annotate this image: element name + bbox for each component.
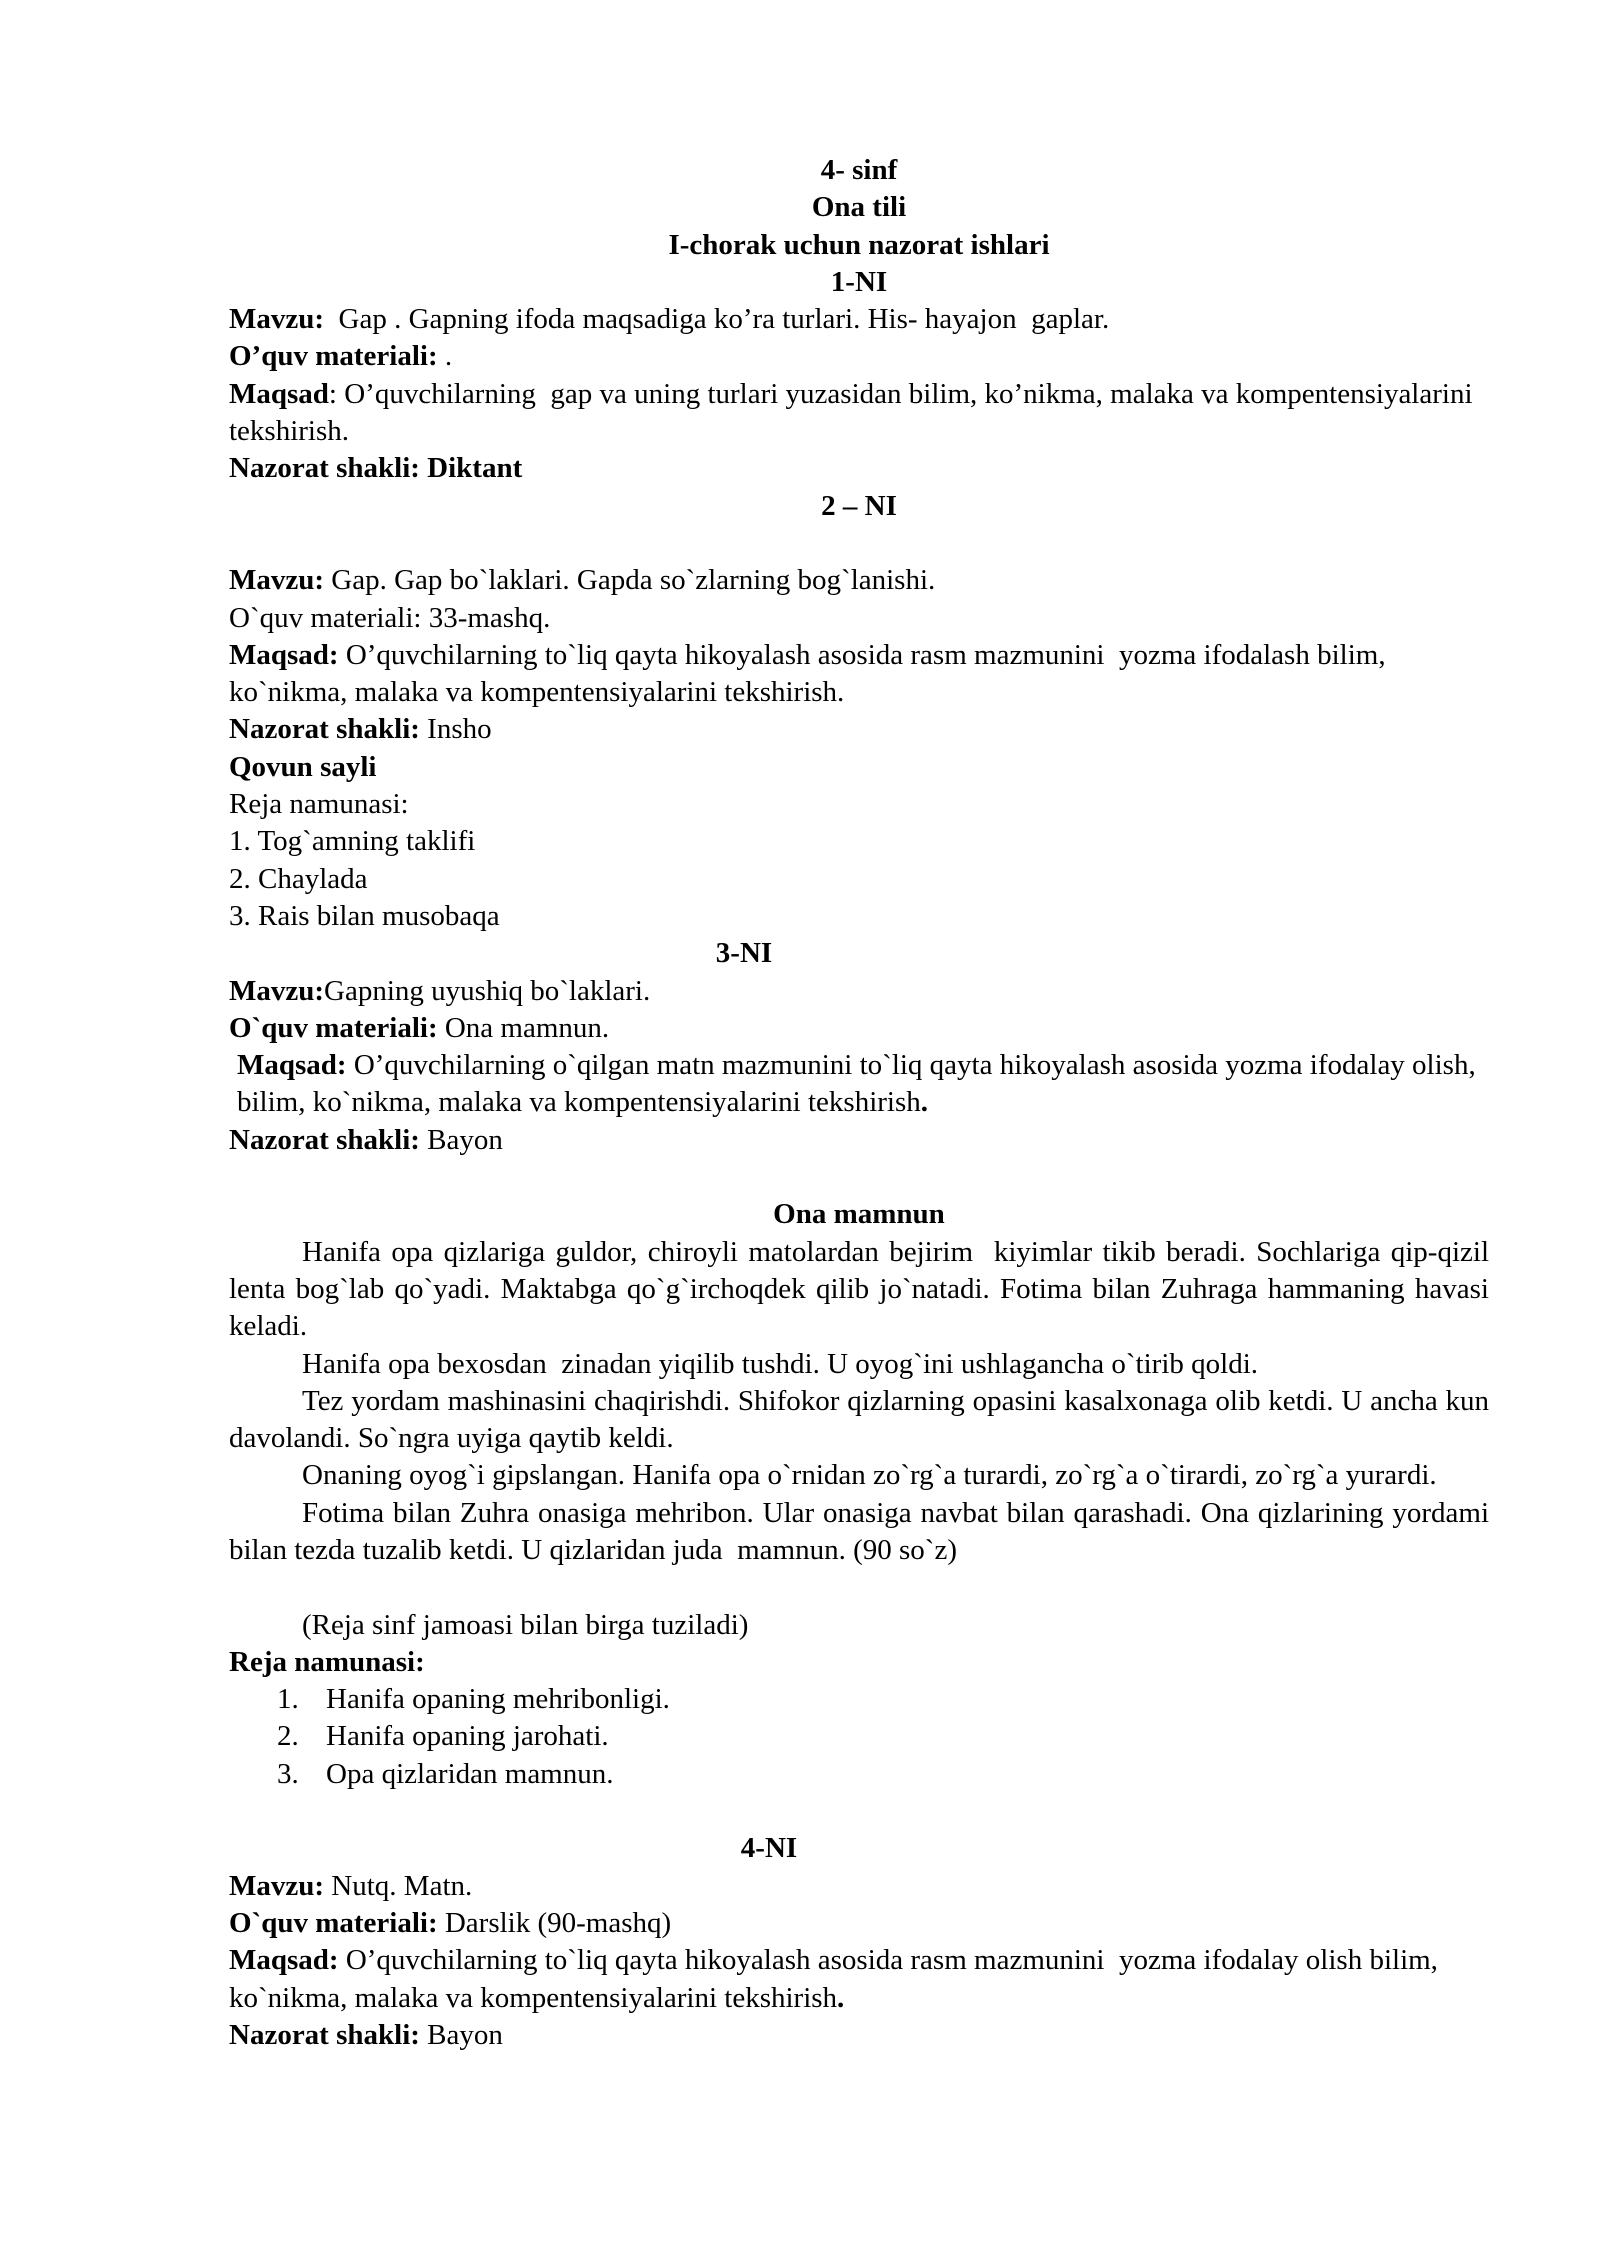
- mavzu-label: Mavzu:: [229, 1869, 325, 1902]
- ni3-heading: 3-NI: [715, 937, 773, 970]
- ni2-mavzu: [229, 562, 1489, 599]
- mavzu-label: Mavzu:: [229, 974, 325, 1007]
- spacer: [229, 525, 1489, 562]
- subject-heading: Ona tili: [811, 191, 907, 224]
- maqsad-label: Maqsad: [229, 377, 329, 410]
- ni1-maqsad: [229, 376, 1489, 451]
- maqsad-label: Maqsad:: [229, 1944, 339, 1977]
- ni1-material: [229, 338, 1489, 375]
- material-label: O`quv materiali:: [229, 1011, 438, 1044]
- shakl-text: Insho: [419, 713, 492, 746]
- maqsad-label: Maqsad:: [229, 638, 339, 671]
- ni2-material: O`quv materiali: 33-mashq.: [229, 601, 551, 634]
- material-label: O`quv materiali:: [229, 1906, 438, 1939]
- maqsad-label: Maqsad:: [237, 1049, 347, 1082]
- list-number: 1.: [277, 1683, 299, 1716]
- story-paragraph: Fotima bilan Zuhra onasiga mehribon. Ular onasiga navbat bilan qarashadi. Ona qizlarining yordami bilan tezda tuzalib ketdi. U qizlaridan juda mamnun. (90 so`z): [229, 1496, 1497, 1566]
- material-text: .: [437, 340, 453, 373]
- ni1-heading: 1-NI: [830, 265, 888, 298]
- list-item: [229, 1718, 1489, 1755]
- ni4-heading: 4-NI: [740, 1832, 798, 1865]
- shakl-text: Bayon: [419, 1123, 503, 1156]
- shakl-text: Diktant: [419, 452, 523, 485]
- maqsad-text: O’quvchilarning to`liq qayta hikoyalash asosida rasm mazmunini yozma ifodalay olish bilim, ko`nikma, malaka va kompentensiyalarini tekshirish: [229, 1944, 1453, 2014]
- ni2-heading: 2 – NI: [821, 489, 897, 522]
- spacer: [229, 1569, 1489, 1606]
- shakl-text: Bayon: [419, 2018, 503, 2051]
- maqsad-text: : O’quvchilarning gap va uning turlari yuzasidan bilim, ko’nikma, malaka va kompentensiyalarini tekshirish.: [229, 377, 1480, 448]
- mavzu-text: Gap . Gapning ifoda maqsadiga ko’ra turlari. His- hayajon gaplar.: [324, 303, 1110, 336]
- ni3-material: [229, 1010, 1489, 1047]
- mavzu-label: Mavzu:: [229, 303, 325, 336]
- ni4-maqsad: [229, 1942, 1489, 2017]
- maqsad-text: O’quvchilarning to`liq qayta hikoyalash asosida rasm mazmunini yozma ifodalash bilim, ko`nikma, malaka va kompentensiyalarini tekshirish.: [229, 638, 1401, 709]
- ni2-maqsad: [229, 637, 1489, 712]
- shakl-label: Nazorat shakli:: [229, 2018, 420, 2051]
- ni2-shakl: [229, 711, 1489, 748]
- ni3-maqsad: [229, 1047, 1489, 1122]
- plan-item: 1. Tog`amning taklifi: [229, 825, 476, 858]
- maqsad-text: O’quvchilarning o`qilgan matn mazmunini to`liq qayta hikoyalash asosida yozma ifodalay olish, bilim, ko`nikma, malaka va kompentensiyalarini tekshirish: [237, 1049, 1483, 1119]
- ni3-mavzu: [229, 973, 1489, 1010]
- mavzu-label: Mavzu:: [229, 564, 325, 597]
- shakl-label: Nazorat shakli:: [229, 452, 420, 485]
- ni4-mavzu: [229, 1868, 1489, 1905]
- grade-heading: 4- sinf: [820, 154, 898, 186]
- ni1-shakl: [229, 450, 1489, 487]
- essay-title: Qovun sayli: [229, 750, 377, 783]
- story-note: (Reja sinf jamoasi bilan birga tuziladi): [302, 1608, 749, 1641]
- plan-item: 2. Chaylada: [229, 862, 368, 895]
- plan-list: [229, 1681, 1489, 1793]
- document-page: [229, 152, 1497, 2054]
- list-item: [229, 1756, 1489, 1793]
- plan-label: Reja namunasi:: [229, 788, 409, 821]
- material-label: O’quv materiali:: [229, 340, 438, 373]
- ni4-shakl: [229, 2017, 1489, 2054]
- list-item: [229, 1681, 1489, 1718]
- shakl-label: Nazorat shakli:: [229, 1123, 420, 1156]
- story-title: Ona mamnun: [773, 1198, 945, 1231]
- story-paragraph: Tez yordam mashinasini chaqirishdi. Shifokor qizlarning opasini kasalxonaga olib ketdi. U ancha kun davolandi. So`ngra uyiga qaytib keldi.: [229, 1384, 1497, 1455]
- shakl-label: Nazorat shakli:: [229, 713, 420, 746]
- plan-label: Reja namunasi:: [229, 1645, 425, 1678]
- maqsad-end: .: [837, 1981, 845, 2014]
- mavzu-text: Gap. Gap bo`laklari. Gapda so`zlarning bog`lanishi.: [324, 564, 936, 597]
- mavzu-text: Gapning uyushiq bo`laklari.: [324, 974, 651, 1007]
- list-text: Hanifa opaning mehribonligi.: [326, 1683, 670, 1716]
- ni1-mavzu: [229, 301, 1489, 338]
- list-text: Hanifa opaning jarohati.: [326, 1720, 609, 1753]
- spacer: [229, 1159, 1489, 1196]
- story-paragraph: Hanifa opa bexosdan zinadan yiqilib tushdi. U oyog`ini ushlaganchа o`tirib qoldi.: [302, 1347, 1258, 1380]
- plan-item: 3. Rais bilan musobaqa: [229, 899, 500, 932]
- story-paragraph: Hanifa opa qizlariga guldor, chiroyli matolardan bejirim kiyimlar tikib beradi. Sochlariga qip-qizil lenta bog`lab qo`yadi. Maktabga qo`g`irchoqdek qilib jo`natadi. Fotima bilan Zuhraga hammaning havasi keladi.: [229, 1235, 1497, 1343]
- spacer: [229, 1793, 1489, 1830]
- ni4-material: [229, 1905, 1489, 1942]
- story-paragraph: Onaning oyog`i gipslangan. Hanifa opa o`rnidan zo`rg`a turardi, zo`rg`a o`tirardi, zo`rg`a yurardi.: [302, 1459, 1437, 1492]
- material-text: Ona mamnun.: [437, 1011, 610, 1044]
- list-number: 2.: [277, 1720, 299, 1753]
- list-number: 3.: [277, 1757, 299, 1790]
- document-title: I-chorak uchun nazorat ishlari: [668, 228, 1050, 261]
- mavzu-text: Nutq. Matn.: [324, 1869, 473, 1902]
- maqsad-end: .: [920, 1086, 929, 1119]
- material-text: Darslik (90-mashq): [437, 1906, 672, 1939]
- ni3-shakl: [229, 1122, 1489, 1159]
- list-text: Opa qizlaridan mamnun.: [326, 1757, 614, 1790]
